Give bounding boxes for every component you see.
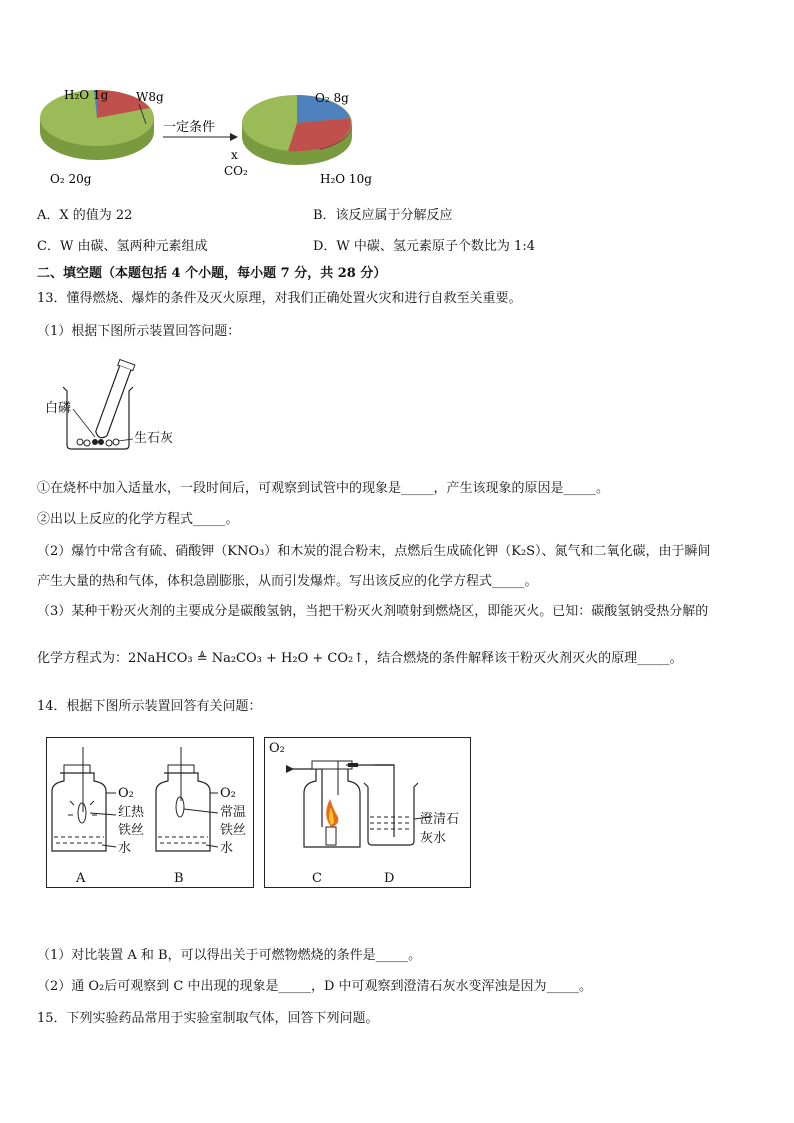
q13-p2b: 产生大量的热和气体，体积急剧膨胀，从而引发爆炸。写出该反应的化学方程式_____。 [37, 574, 538, 589]
fig-a-label2: 铁丝 [118, 823, 145, 838]
white-phosphorus-label: 白磷 [45, 401, 72, 416]
right-pie [242, 95, 352, 165]
q13-s1: ①在烧杯中加入适量水，一段时间后，可观察到试管中的现象是_____，产生该现象的原因是_____。 [37, 481, 610, 496]
q14-stem: 14．根据下图所示装置回答有关问题： [37, 699, 262, 714]
right-x-label: x [231, 148, 238, 162]
q13-p2a: （2）爆竹中常含有硫、硝酸钾（KNO₃）和木炭的混合粉末，点燃后生成硫化钾（K₂S）、氮气和二氧化碳，由于瞬间 [37, 544, 711, 559]
fig-b-caption: B [174, 871, 184, 886]
q14-q2: （2）通 O₂后可观察到 C 中出现的现象是_____，D 中可观察到澄清石灰水变浑浊是因为_____。 [37, 979, 593, 994]
fig-a-water: 水 [118, 841, 132, 856]
q14-q1: （1）对比装置 A 和 B，可以得出关于可燃物燃烧的条件是_____。 [37, 948, 422, 963]
equation: 2NaHCO₃ ≜ Na₂CO₃ + H₂O + CO₂↑ [128, 651, 365, 666]
q13-part1: （1）根据下图所示装置回答问题： [37, 324, 241, 339]
q15-stem: 15．下列实验药品常用于实验室制取气体，回答下列问题。 [37, 1011, 379, 1026]
q13-p3b-prefix: 化学方程式为： [37, 651, 129, 666]
fig-b-label2: 铁丝 [220, 823, 247, 838]
left-o2-label: O₂ 20g [50, 172, 92, 186]
quicklime-label: 生石灰 [134, 431, 174, 446]
right-h2o-label: H₂O 10g [320, 172, 372, 186]
jar-b [156, 747, 218, 851]
q13-p3b-line [37, 650, 683, 668]
right-co2-label: CO₂ [224, 164, 248, 178]
fig-b-label1: 常温 [220, 805, 247, 820]
pie-chart-figure [30, 80, 390, 195]
left-h2o-label: H₂O 1g [64, 88, 109, 102]
right-o2-label: O₂ 8g [315, 91, 349, 105]
fig-a-o2: O₂ [118, 786, 134, 801]
option-a: A．X 的值为 22 [37, 208, 133, 223]
arrow-label: 一定条件 [163, 120, 216, 135]
section-heading: 二、填空题（本题包括 4 个小题，每小题 7 分，共 28 分） [37, 266, 387, 281]
option-c: C．W 由碳、氢两种元素组成 [37, 239, 208, 254]
fig-c-caption: C [312, 871, 322, 886]
option-b: B．该反应属于分解反应 [313, 208, 453, 223]
fig-b-o2: O₂ [220, 786, 236, 801]
option-d: D．W 中碳、氢元素原子个数比为 1:4 [313, 239, 535, 254]
fig-d-caption: D [384, 871, 395, 886]
q13-s2: ②出以上反应的化学方程式_____。 [37, 512, 239, 527]
fig-a-label1: 红热 [118, 805, 145, 820]
fig-cd-label1: 澄清石 [420, 812, 460, 827]
fig-a-caption: A [76, 871, 86, 886]
q13-p3b-suffix: ，结合燃烧的条件解释该干粉灭火剂灭火的原理_____。 [364, 651, 683, 666]
left-w-label: W8g [136, 90, 164, 104]
fig-cd-label2: 灰水 [420, 831, 447, 846]
fig-b-water: 水 [220, 841, 234, 856]
jar-a [52, 747, 116, 851]
q13-p3a: （3）某种干粉灭火剂的主要成分是碳酸氢钠，当把干粉灭火剂喷射到燃烧区，即能灭火。已知：碳酸氢钠受热分解的 [37, 604, 709, 619]
q13-stem: 13．懂得燃烧、爆炸的条件及灭火原理，对我们正确处置火灾和进行自救至关重要。 [37, 291, 522, 306]
fig-cd-o2: O₂ [269, 741, 285, 756]
